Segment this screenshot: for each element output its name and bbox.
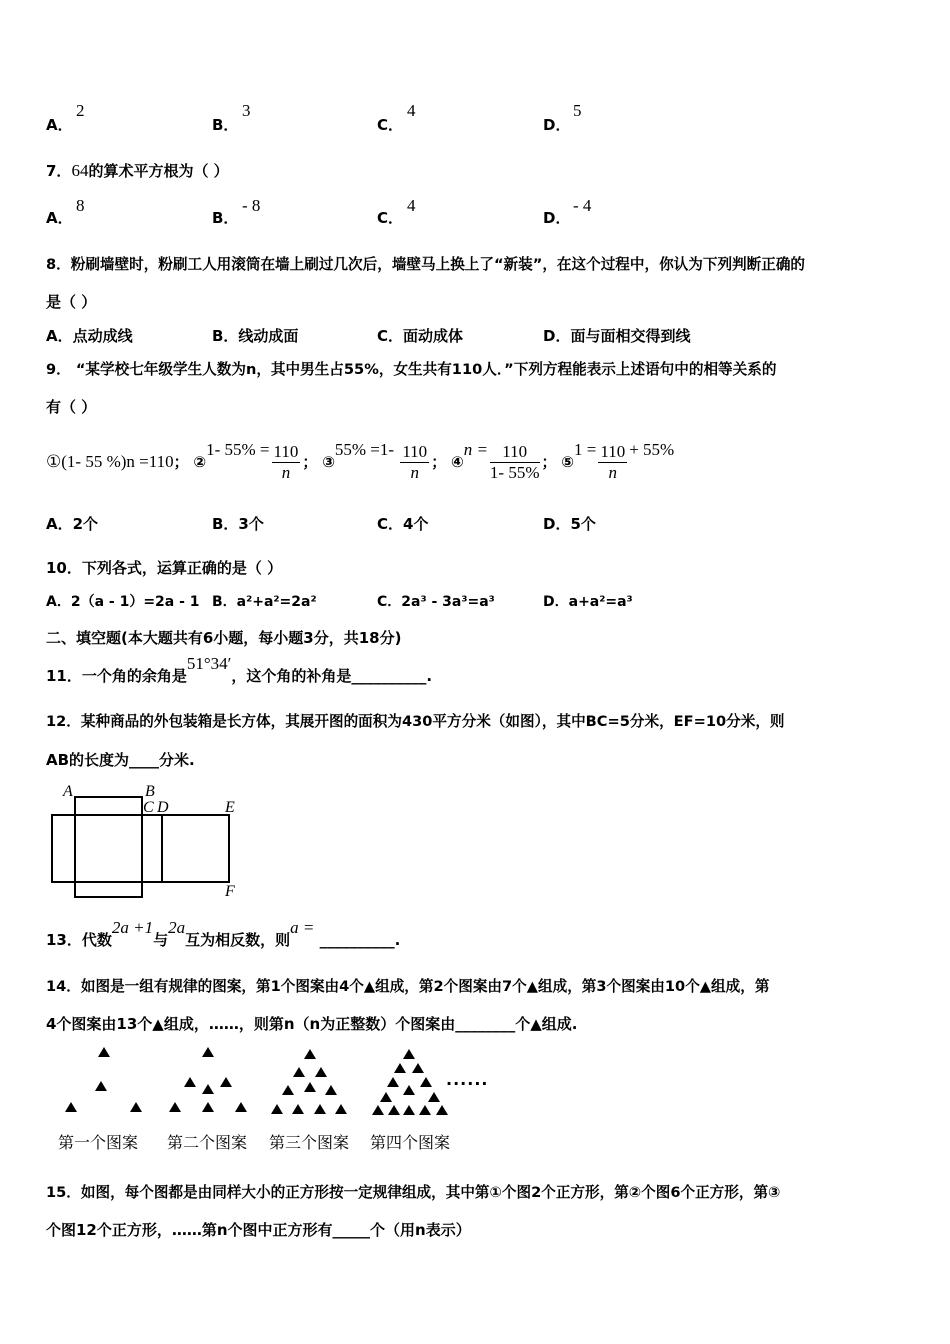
- q9-option-b: B．3个: [212, 515, 264, 533]
- triangle-icon: [403, 1049, 415, 1059]
- denominator: 1- 55%: [489, 463, 540, 482]
- label-c: C: [143, 799, 154, 816]
- q10-option-c: C．2a³ - 3a³=a³: [377, 594, 495, 610]
- marker-4: ④: [450, 453, 464, 471]
- q8-line1: 8．粉刷墙壁时，粉刷工人用滚筒在墙上刷过几次后，墙壁马上换上了“新装”，在这个过程中，你认为下列判断正确的: [46, 256, 806, 273]
- triangle-icon: [387, 1077, 399, 1087]
- option-value: - 8: [242, 196, 261, 215]
- question-text: 的算术平方根为（ ）: [88, 162, 229, 180]
- q9-line1: 9． “某学校七年级学生人数为n，其中男生占55%，女生共有110人．”下列方程能表示上述语句中的相等关系的: [46, 361, 777, 378]
- q13-text: 13．代数: [46, 931, 112, 949]
- q9-option-a: A．2个: [46, 515, 99, 533]
- triangle-icon: [202, 1047, 214, 1057]
- label-a: A: [63, 783, 73, 800]
- question-number: 7．: [46, 162, 72, 180]
- triangle-icon: [304, 1049, 316, 1059]
- triangle-icon: [403, 1105, 415, 1115]
- label-f: F: [225, 883, 235, 900]
- numerator: 110: [600, 442, 626, 461]
- triangle-icon: [271, 1104, 283, 1114]
- option-value: 8: [76, 196, 85, 215]
- q13-text-after: 互为相反数，则: [185, 931, 291, 949]
- triangle-icon: [169, 1102, 181, 1112]
- triangle-icon: [314, 1104, 326, 1114]
- q8-option-a: A．点动成线: [46, 327, 133, 345]
- equation-3: 55% =1-: [334, 440, 399, 459]
- option-value: 3: [242, 101, 251, 120]
- q11-text: 11．一个角的余角是: [46, 667, 187, 685]
- q11-text-after: ，这个角的补角是__________.: [231, 667, 433, 685]
- q8-line2: 是（ ）: [46, 293, 97, 311]
- triangle-icon: [388, 1105, 400, 1115]
- q15-line2: 个图12个正方形，……第n个图中正方形有_____个（用n表示）: [46, 1221, 471, 1239]
- separator: ；: [173, 453, 189, 471]
- triangle-icon: [130, 1102, 142, 1112]
- equation-5-right: + 55%: [629, 440, 675, 459]
- triangle-icon: [202, 1084, 214, 1094]
- triangle-icon: [428, 1092, 440, 1102]
- answer-blank: __________.: [319, 931, 401, 949]
- triangle-icon: [420, 1077, 432, 1087]
- triangle-icon: [412, 1063, 424, 1073]
- option-letter: D．: [543, 116, 571, 134]
- triangle-icon: [202, 1102, 214, 1112]
- triangle-icon: [95, 1081, 107, 1091]
- q8-option-b: B．线动成面: [212, 327, 299, 345]
- ellipsis: ......: [446, 1070, 489, 1089]
- denominator: n: [281, 463, 291, 482]
- expression-3: a =: [290, 918, 315, 937]
- option-value: 4: [407, 196, 416, 215]
- q12-line2: AB的长度为____分米.: [46, 751, 195, 769]
- triangle-icon: [325, 1085, 337, 1095]
- q14-line2: 4个图案由13个▲组成，……，则第n（n为正整数）个图案由________个▲组成.: [46, 1015, 578, 1033]
- caption-pattern-3: 第三个图案: [269, 1133, 350, 1152]
- q10-option-b: B．a²+a²=2a²: [212, 594, 317, 610]
- label-b: B: [145, 783, 155, 800]
- triangle-icon: [380, 1092, 392, 1102]
- expression-2: 2a: [168, 918, 186, 937]
- triangle-icon: [98, 1047, 110, 1057]
- option-letter: B．: [212, 209, 239, 227]
- triangle-icon: [184, 1077, 196, 1087]
- q12-line1: 12．某种商品的外包装箱是长方体，其展开图的面积为430平方分米（如图），其中BC=5分米，EF=10分米，则: [46, 713, 785, 730]
- triangle-icon: [436, 1105, 448, 1115]
- triangle-icon: [65, 1102, 77, 1112]
- q8-option-d: D．面与面相交得到线: [543, 327, 691, 345]
- separator: ；: [431, 453, 447, 471]
- option-letter: A．: [46, 116, 73, 134]
- option-letter: C．: [377, 209, 404, 227]
- caption-pattern-4: 第四个图案: [370, 1133, 451, 1152]
- equation-2: 1- 55% =: [206, 440, 270, 459]
- label-d: D: [157, 799, 169, 816]
- q9-option-c: C．4个: [377, 515, 429, 533]
- caption-pattern-1: 第一个图案: [58, 1133, 139, 1152]
- triangle-icon: [282, 1085, 294, 1095]
- q9-line2: 有（ ）: [46, 398, 97, 416]
- option-letter: A．: [46, 209, 73, 227]
- triangle-icon: [394, 1063, 406, 1073]
- q13-and: 与: [153, 931, 169, 949]
- equation-4: n =: [463, 440, 488, 459]
- label-e: E: [225, 799, 235, 816]
- triangle-icon: [304, 1082, 316, 1092]
- denominator: n: [410, 463, 419, 482]
- option-letter: C．: [377, 116, 404, 134]
- option-value: 5: [573, 101, 582, 120]
- option-value: - 4: [573, 196, 592, 215]
- math: 64: [71, 161, 89, 180]
- marker-5: ⑤: [561, 453, 574, 471]
- triangle-icon: [292, 1104, 304, 1114]
- numerator: 110: [490, 442, 540, 463]
- option-value: 2: [76, 101, 85, 120]
- q14-line1: 14．如图是一组有规律的图案，第1个图案由4个▲组成，第2个图案由7个▲组成，第3个图案由10个▲组成，第: [46, 978, 770, 995]
- q10-stem: 10．下列各式，运算正确的是（ ）: [46, 559, 283, 577]
- equation-1: ①(1- 55 %)n =110: [46, 452, 174, 471]
- q8-option-c: C．面动成体: [377, 327, 464, 345]
- q9-option-d: D．5个: [543, 515, 596, 533]
- option-value: 4: [407, 101, 416, 120]
- caption-pattern-2: 第二个图案: [167, 1133, 248, 1152]
- expression-1: 2a +1: [111, 918, 154, 937]
- option-letter: D．: [543, 209, 571, 227]
- triangle-icon: [293, 1067, 305, 1077]
- triangle-icon: [220, 1077, 232, 1087]
- q10-option-a: A．2（a - 1）=2a - 1: [46, 594, 200, 610]
- q10-option-d: D．a+a²=a³: [543, 594, 633, 610]
- angle-value: 51°34′: [186, 654, 232, 673]
- triangle-icon: [315, 1067, 327, 1077]
- denominator: n: [608, 463, 618, 482]
- triangle-icon: [335, 1104, 347, 1114]
- numerator: 110: [273, 442, 299, 461]
- triangle-icon: [372, 1105, 384, 1115]
- numerator: 110: [402, 442, 428, 461]
- marker-2: ②: [193, 453, 207, 471]
- marker-3: ③: [322, 453, 335, 471]
- triangle-icon: [419, 1105, 431, 1115]
- q15-line1: 15．如图，每个图都是由同样大小的正方形按一定规律组成，其中第①个图2个正方形，第②个图6个正方形，第③: [46, 1184, 781, 1201]
- triangle-icon: [403, 1085, 415, 1095]
- option-letter: B．: [212, 116, 239, 134]
- separator: ；: [541, 453, 557, 471]
- separator: ；: [302, 453, 318, 471]
- section-heading: 二、填空题(本大题共有6小题，每小题3分，共18分): [46, 629, 402, 647]
- triangle-icon: [235, 1102, 247, 1112]
- equation-5: 1 =: [574, 440, 597, 459]
